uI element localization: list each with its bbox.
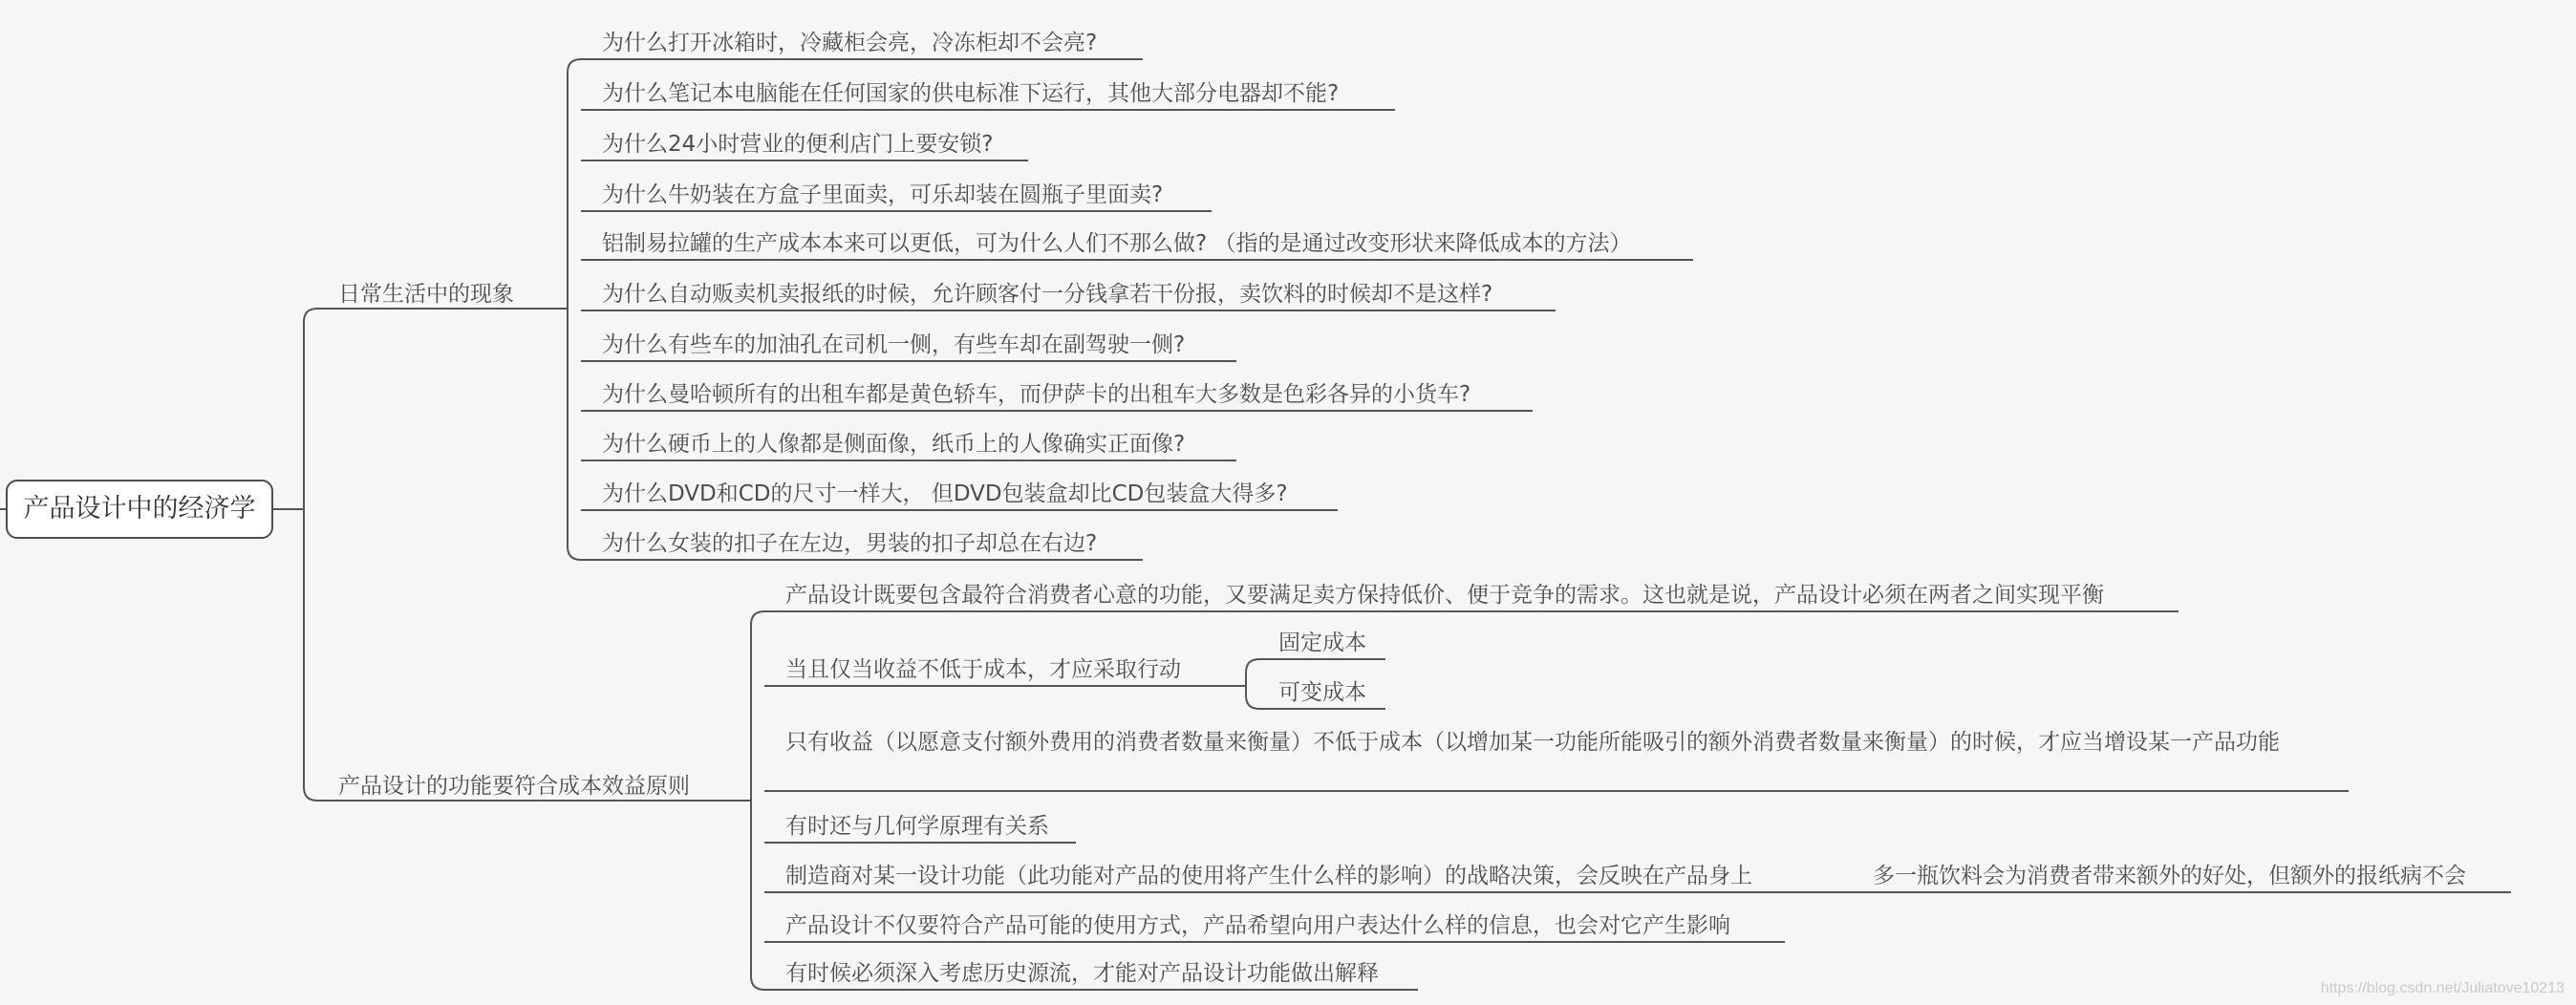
root-node[interactable]: 产品设计中的经济学 <box>6 480 273 539</box>
phenomenon-item[interactable]: 为什么硬币上的人像都是侧面像，纸币上的人像确实正面像? <box>602 432 1186 457</box>
phenomenon-item[interactable]: 铝制易拉罐的生产成本本来可以更低，可为什么人们不那么做? （指的是通过改变形状来降低成本的方法） <box>602 231 1632 256</box>
principle-item[interactable]: 有时还与几何学原理有关系 <box>785 814 1049 839</box>
principle-item[interactable]: 产品设计不仅要符合产品可能的使用方式，产品希望向用户表达什么样的信息，也会对它产生影响 <box>785 913 1730 938</box>
phenomenon-item[interactable]: 为什么自动贩卖机卖报纸的时候，允许顾客付一分钱拿若干份报，卖饮料的时候却不是这样? <box>602 282 1493 307</box>
phenomenon-item[interactable]: 为什么曼哈顿所有的出租车都是黄色轿车，而伊萨卡的出租车大多数是色彩各异的小货车? <box>602 382 1471 407</box>
principle-item[interactable]: 产品设计既要包含最符合消费者心意的功能，又要满足卖方保持低价、便于竞争的需求。这也就是说，产品设计必须在两者之间实现平衡 <box>785 583 2104 608</box>
principle-item[interactable]: 只有收益（以愿意支付额外费用的消费者数量来衡量）不低于成本（以增加某一功能所能吸引的额外消费者数量来衡量）的时候，才应当增设某一产品功能 <box>785 730 2280 755</box>
strategy-example-node[interactable]: 多一瓶饮料会为消费者带来额外的好处，但额外的报纸病不会 <box>1873 864 2466 888</box>
phenomenon-item[interactable]: 为什么笔记本电脑能在任何国家的供电标准下运行，其他大部分电器却不能? <box>602 81 1340 106</box>
watermark-text: https://blog.csdn.net/Juliatove10213 <box>2320 980 2565 996</box>
principle-item[interactable]: 当且仅当收益不低于成本，才应采取行动 <box>785 657 1181 682</box>
phenomenon-item[interactable]: 为什么DVD和CD的尺寸一样大， 但DVD包装盒却比CD包装盒大得多? <box>602 481 1288 506</box>
principle-item[interactable]: 制造商对某一设计功能（此功能对产品的使用将产生什么样的影响）的战略决策，会反映在产品身上 <box>785 864 1752 888</box>
fixed-cost-node[interactable]: 固定成本 <box>1278 631 1366 655</box>
variable-cost-node[interactable]: 可变成本 <box>1278 680 1366 705</box>
phenomenon-item[interactable]: 为什么女装的扣子在左边，男装的扣子却总在右边? <box>602 531 1098 556</box>
phenomenon-item[interactable]: 为什么有些车的加油孔在司机一侧，有些车却在副驾驶一侧? <box>602 332 1186 357</box>
principle-item[interactable]: 有时候必须深入考虑历史源流，才能对产品设计功能做出解释 <box>785 961 1379 986</box>
phenomenon-item[interactable]: 为什么牛奶装在方盒子里面卖，可乐却装在圆瓶子里面卖? <box>602 182 1164 207</box>
phenomenon-item[interactable]: 为什么24小时营业的便利店门上要安锁? <box>602 132 994 157</box>
branch-daily-phenomena[interactable]: 日常生活中的现象 <box>338 282 514 307</box>
branch-cost-benefit[interactable]: 产品设计的功能要符合成本效益原则 <box>338 774 690 799</box>
phenomenon-item[interactable]: 为什么打开冰箱时，冷藏柜会亮，冷冻柜却不会亮? <box>602 31 1098 55</box>
